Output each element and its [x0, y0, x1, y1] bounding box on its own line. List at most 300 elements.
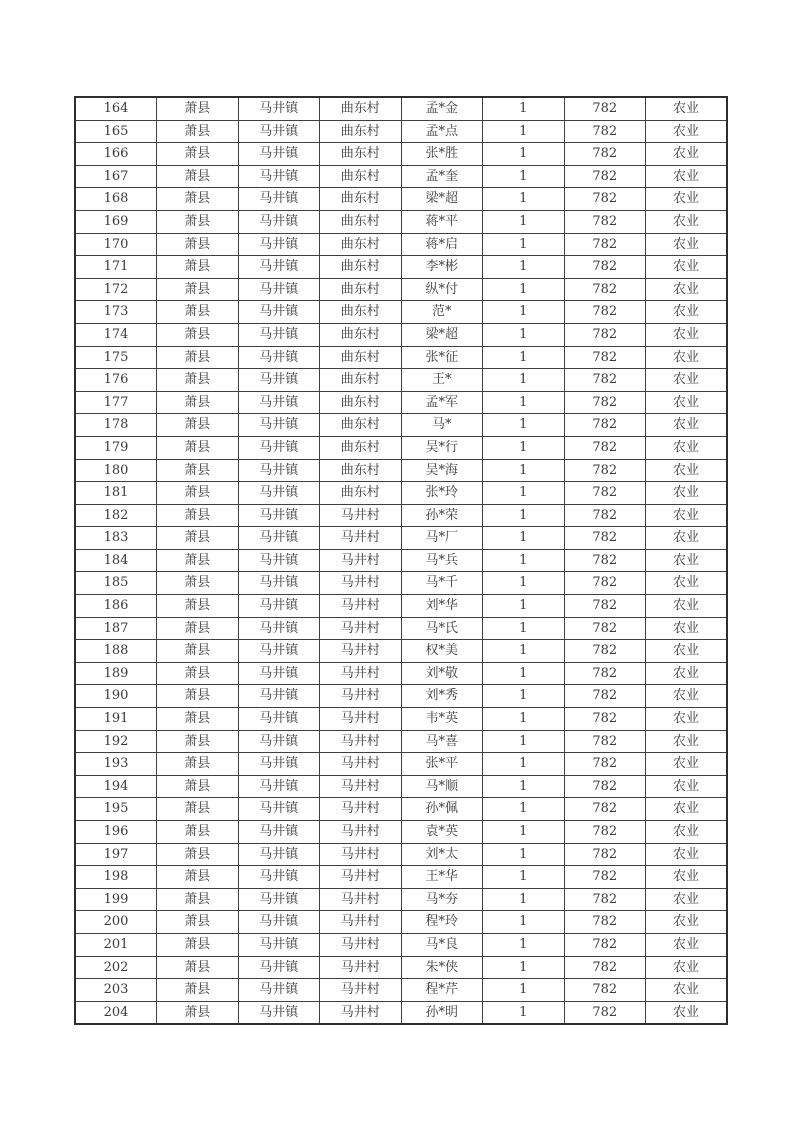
table-row [75, 346, 727, 369]
table-row [75, 527, 727, 550]
table-cell: 曲东村 [320, 120, 402, 143]
table-row [75, 730, 727, 753]
table-cell: 农业 [646, 662, 728, 685]
table-cell: 782 [564, 843, 646, 866]
table-cell: 1 [483, 346, 565, 369]
table-cell: 187 [75, 617, 157, 640]
table-cell: 173 [75, 301, 157, 324]
table-row [75, 866, 727, 889]
table-cell: 萧县 [157, 843, 239, 866]
table-cell: 1 [483, 323, 565, 346]
table-cell: 农业 [646, 97, 728, 120]
table-cell: 782 [564, 210, 646, 233]
table-cell: 172 [75, 278, 157, 301]
table-cell: 朱*侠 [401, 956, 483, 979]
table-cell: 1 [483, 504, 565, 527]
table-cell: 183 [75, 527, 157, 550]
table-cell: 农业 [646, 730, 728, 753]
table-cell: 刘*华 [401, 595, 483, 618]
table-cell: 168 [75, 188, 157, 211]
table-cell: 萧县 [157, 730, 239, 753]
table-row [75, 369, 727, 392]
table-cell: 1 [483, 97, 565, 120]
table-cell: 782 [564, 391, 646, 414]
table-cell: 韦*英 [401, 708, 483, 731]
beneficiary-table [74, 96, 728, 1025]
table-cell: 马*良 [401, 933, 483, 956]
table-cell: 萧县 [157, 617, 239, 640]
table-cell: 马井镇 [238, 301, 320, 324]
table-cell: 197 [75, 843, 157, 866]
table-cell: 马井村 [320, 1001, 402, 1024]
table-cell: 782 [564, 708, 646, 731]
table-cell: 1 [483, 595, 565, 618]
table-cell: 萧县 [157, 888, 239, 911]
table-cell: 1 [483, 662, 565, 685]
table-row [75, 233, 727, 256]
table-cell: 782 [564, 527, 646, 550]
table-cell: 170 [75, 233, 157, 256]
table-cell: 农业 [646, 346, 728, 369]
table-cell: 张*胜 [401, 143, 483, 166]
table-cell: 农业 [646, 1001, 728, 1024]
table-cell: 202 [75, 956, 157, 979]
table-cell: 萧县 [157, 911, 239, 934]
table-cell: 张*平 [401, 753, 483, 776]
table-cell: 马井镇 [238, 504, 320, 527]
table-cell: 曲东村 [320, 278, 402, 301]
table-cell: 782 [564, 414, 646, 437]
table-cell: 马井镇 [238, 459, 320, 482]
table-cell: 马井镇 [238, 866, 320, 889]
table-row [75, 775, 727, 798]
table-cell: 马井镇 [238, 97, 320, 120]
table-cell: 1 [483, 233, 565, 256]
table-row [75, 617, 727, 640]
table-cell: 马*顺 [401, 775, 483, 798]
table-cell: 曲东村 [320, 256, 402, 279]
table-cell: 农业 [646, 256, 728, 279]
table-cell: 1 [483, 188, 565, 211]
table-cell: 马井村 [320, 798, 402, 821]
table-cell: 164 [75, 97, 157, 120]
table-cell: 782 [564, 346, 646, 369]
table-cell: 农业 [646, 911, 728, 934]
table-cell: 782 [564, 436, 646, 459]
table-cell: 782 [564, 685, 646, 708]
table-cell: 782 [564, 753, 646, 776]
table-cell: 萧县 [157, 753, 239, 776]
table-cell: 萧县 [157, 504, 239, 527]
table-cell: 1 [483, 549, 565, 572]
table-cell: 169 [75, 210, 157, 233]
table-cell: 1 [483, 821, 565, 844]
table-cell: 农业 [646, 188, 728, 211]
table-cell: 曲东村 [320, 391, 402, 414]
table-row [75, 120, 727, 143]
table-cell: 马井镇 [238, 708, 320, 731]
table-cell: 马井村 [320, 775, 402, 798]
table-cell: 171 [75, 256, 157, 279]
table-row [75, 278, 727, 301]
table-cell: 马井村 [320, 572, 402, 595]
table-cell: 萧县 [157, 436, 239, 459]
table-cell: 782 [564, 911, 646, 934]
table-cell: 农业 [646, 482, 728, 505]
table-cell: 1 [483, 640, 565, 663]
table-cell: 孟*金 [401, 97, 483, 120]
table-cell: 袁*英 [401, 821, 483, 844]
table-cell: 782 [564, 640, 646, 663]
table-cell: 782 [564, 821, 646, 844]
table-cell: 农业 [646, 775, 728, 798]
table-cell: 1 [483, 436, 565, 459]
table-cell: 梁*超 [401, 323, 483, 346]
table-cell: 萧县 [157, 459, 239, 482]
table-cell: 农业 [646, 798, 728, 821]
table-cell: 1 [483, 414, 565, 437]
table-cell: 782 [564, 617, 646, 640]
table-cell: 1 [483, 866, 565, 889]
table-cell: 农业 [646, 165, 728, 188]
table-cell: 萧县 [157, 188, 239, 211]
table-row [75, 549, 727, 572]
table-cell: 农业 [646, 301, 728, 324]
table-row [75, 595, 727, 618]
table-cell: 曲东村 [320, 459, 402, 482]
table-cell: 萧县 [157, 595, 239, 618]
table-cell: 马井镇 [238, 617, 320, 640]
table-cell: 萧县 [157, 572, 239, 595]
table-cell: 193 [75, 753, 157, 776]
table-cell: 782 [564, 278, 646, 301]
table-cell: 农业 [646, 143, 728, 166]
table-cell: 马井村 [320, 911, 402, 934]
table-cell: 曲东村 [320, 301, 402, 324]
table-cell: 1 [483, 753, 565, 776]
table-cell: 马井镇 [238, 640, 320, 663]
table-cell: 农业 [646, 233, 728, 256]
table-cell: 孙*明 [401, 1001, 483, 1024]
table-cell: 782 [564, 369, 646, 392]
table-cell: 199 [75, 888, 157, 911]
table-cell: 曲东村 [320, 143, 402, 166]
table-row [75, 323, 727, 346]
table-cell: 782 [564, 730, 646, 753]
table-cell: 曲东村 [320, 369, 402, 392]
table-cell: 农业 [646, 504, 728, 527]
table-cell: 孟*奎 [401, 165, 483, 188]
table-cell: 农业 [646, 843, 728, 866]
table-cell: 203 [75, 979, 157, 1002]
table-cell: 1 [483, 165, 565, 188]
table-cell: 马*夯 [401, 888, 483, 911]
table-cell: 1 [483, 120, 565, 143]
table-cell: 1 [483, 979, 565, 1002]
table-cell: 孟*点 [401, 120, 483, 143]
table-cell: 农业 [646, 323, 728, 346]
table-cell: 180 [75, 459, 157, 482]
table-cell: 王*华 [401, 866, 483, 889]
table-cell: 782 [564, 233, 646, 256]
table-cell: 萧县 [157, 120, 239, 143]
table-cell: 782 [564, 662, 646, 685]
table-cell: 175 [75, 346, 157, 369]
table-cell: 1 [483, 278, 565, 301]
table-cell: 纵*付 [401, 278, 483, 301]
table-cell: 179 [75, 436, 157, 459]
table-cell: 1 [483, 256, 565, 279]
table-cell: 1 [483, 911, 565, 934]
table-cell: 马井村 [320, 708, 402, 731]
table-cell: 194 [75, 775, 157, 798]
table-cell: 萧县 [157, 527, 239, 550]
table-cell: 1 [483, 459, 565, 482]
table-row [75, 188, 727, 211]
table-cell: 萧县 [157, 391, 239, 414]
table-cell: 192 [75, 730, 157, 753]
table-row [75, 143, 727, 166]
table-cell: 马井镇 [238, 933, 320, 956]
table-row [75, 911, 727, 934]
table-row [75, 708, 727, 731]
table-cell: 马井村 [320, 617, 402, 640]
table-cell: 农业 [646, 685, 728, 708]
table-cell: 782 [564, 143, 646, 166]
table-cell: 曲东村 [320, 165, 402, 188]
table-cell: 农业 [646, 979, 728, 1002]
table-cell: 蒋*平 [401, 210, 483, 233]
table-cell: 曲东村 [320, 346, 402, 369]
table-cell: 782 [564, 956, 646, 979]
table-cell: 萧县 [157, 933, 239, 956]
table-cell: 刘*秀 [401, 685, 483, 708]
table-cell: 201 [75, 933, 157, 956]
table-cell: 农业 [646, 888, 728, 911]
table-cell: 曲东村 [320, 436, 402, 459]
table-cell: 吴*行 [401, 436, 483, 459]
table-cell: 马井镇 [238, 798, 320, 821]
table-cell: 张*玲 [401, 482, 483, 505]
table-cell: 萧县 [157, 97, 239, 120]
table-cell: 1 [483, 482, 565, 505]
table-cell: 农业 [646, 753, 728, 776]
table-cell: 马井村 [320, 685, 402, 708]
table-cell: 1 [483, 888, 565, 911]
table-cell: 1 [483, 1001, 565, 1024]
table-cell: 刘*敬 [401, 662, 483, 685]
table-row [75, 956, 727, 979]
table-cell: 马井镇 [238, 775, 320, 798]
table-cell: 马井镇 [238, 346, 320, 369]
table-cell: 782 [564, 775, 646, 798]
table-cell: 萧县 [157, 1001, 239, 1024]
table-cell: 马井镇 [238, 549, 320, 572]
table-cell: 188 [75, 640, 157, 663]
table-cell: 1 [483, 775, 565, 798]
table-cell: 范* [401, 301, 483, 324]
table-cell: 马井镇 [238, 120, 320, 143]
table-cell: 马井镇 [238, 888, 320, 911]
table-cell: 孟*军 [401, 391, 483, 414]
table-cell: 191 [75, 708, 157, 731]
table-cell: 马井村 [320, 595, 402, 618]
table-row [75, 843, 727, 866]
table-cell: 萧县 [157, 685, 239, 708]
table-cell: 176 [75, 369, 157, 392]
table-cell: 782 [564, 301, 646, 324]
table-cell: 178 [75, 414, 157, 437]
table-cell: 1 [483, 301, 565, 324]
table-cell: 马井村 [320, 866, 402, 889]
table-row [75, 256, 727, 279]
table-cell: 1 [483, 572, 565, 595]
table-cell: 1 [483, 933, 565, 956]
table-cell: 204 [75, 1001, 157, 1024]
table-cell: 萧县 [157, 956, 239, 979]
table-cell: 马井镇 [238, 188, 320, 211]
table-cell: 萧县 [157, 278, 239, 301]
table-cell: 马井镇 [238, 730, 320, 753]
table-cell: 166 [75, 143, 157, 166]
table-row [75, 301, 727, 324]
table-row [75, 97, 727, 120]
table-cell: 174 [75, 323, 157, 346]
table-cell: 曲东村 [320, 482, 402, 505]
table-cell: 马井镇 [238, 482, 320, 505]
table-cell: 萧县 [157, 210, 239, 233]
table-cell: 马井镇 [238, 414, 320, 437]
table-cell: 萧县 [157, 369, 239, 392]
table-cell: 马井村 [320, 843, 402, 866]
table-cell: 萧县 [157, 640, 239, 663]
table-cell: 200 [75, 911, 157, 934]
table-cell: 1 [483, 685, 565, 708]
table-cell: 农业 [646, 572, 728, 595]
table-cell: 1 [483, 730, 565, 753]
table-cell: 曲东村 [320, 188, 402, 211]
table-cell: 马井镇 [238, 911, 320, 934]
table-cell: 马井镇 [238, 233, 320, 256]
table-cell: 李*彬 [401, 256, 483, 279]
table-cell: 1 [483, 210, 565, 233]
table-cell: 1 [483, 617, 565, 640]
table-cell: 190 [75, 685, 157, 708]
table-cell: 185 [75, 572, 157, 595]
table-row [75, 888, 727, 911]
table-cell: 马* [401, 414, 483, 437]
table-cell: 张*征 [401, 346, 483, 369]
table-cell: 马井村 [320, 821, 402, 844]
table-cell: 782 [564, 798, 646, 821]
table-cell: 权*美 [401, 640, 483, 663]
table-cell: 农业 [646, 459, 728, 482]
table-cell: 萧县 [157, 775, 239, 798]
table-cell: 马井镇 [238, 527, 320, 550]
table-cell: 184 [75, 549, 157, 572]
table-row [75, 414, 727, 437]
table-cell: 马井镇 [238, 821, 320, 844]
table-cell: 167 [75, 165, 157, 188]
table-cell: 782 [564, 504, 646, 527]
table-cell: 农业 [646, 369, 728, 392]
table-cell: 782 [564, 256, 646, 279]
table-cell: 782 [564, 97, 646, 120]
table-cell: 马井镇 [238, 256, 320, 279]
table-cell: 马井村 [320, 662, 402, 685]
table-cell: 马井村 [320, 527, 402, 550]
table-cell: 萧县 [157, 414, 239, 437]
table-cell: 曲东村 [320, 414, 402, 437]
table-cell: 马井镇 [238, 1001, 320, 1024]
table-cell: 萧县 [157, 979, 239, 1002]
table-cell: 农业 [646, 866, 728, 889]
table-cell: 农业 [646, 708, 728, 731]
table-cell: 萧县 [157, 798, 239, 821]
table-cell: 782 [564, 188, 646, 211]
table-row [75, 685, 727, 708]
table-cell: 马井镇 [238, 436, 320, 459]
table-row [75, 662, 727, 685]
table-cell: 177 [75, 391, 157, 414]
table-cell: 1 [483, 798, 565, 821]
table-cell: 马井镇 [238, 143, 320, 166]
table-cell: 182 [75, 504, 157, 527]
table-cell: 782 [564, 165, 646, 188]
table-cell: 181 [75, 482, 157, 505]
table-row [75, 640, 727, 663]
table-cell: 马井村 [320, 753, 402, 776]
table-cell: 189 [75, 662, 157, 685]
table-cell: 农业 [646, 617, 728, 640]
table-cell: 782 [564, 888, 646, 911]
table-cell: 马井村 [320, 888, 402, 911]
table-cell: 马井村 [320, 730, 402, 753]
table-cell: 马*兵 [401, 549, 483, 572]
table-cell: 1 [483, 391, 565, 414]
table-cell: 1 [483, 143, 565, 166]
table-row [75, 459, 727, 482]
table-cell: 农业 [646, 120, 728, 143]
table-cell: 马井村 [320, 640, 402, 663]
table-row [75, 436, 727, 459]
table-row [75, 504, 727, 527]
table-cell: 马井镇 [238, 685, 320, 708]
table-cell: 马井镇 [238, 843, 320, 866]
table-cell: 萧县 [157, 323, 239, 346]
table-cell: 782 [564, 120, 646, 143]
table-cell: 马井村 [320, 979, 402, 1002]
table-cell: 马井村 [320, 956, 402, 979]
table-cell: 曲东村 [320, 323, 402, 346]
table-row [75, 933, 727, 956]
table-cell: 萧县 [157, 482, 239, 505]
table-cell: 782 [564, 979, 646, 1002]
table-cell: 马井镇 [238, 391, 320, 414]
table-cell: 782 [564, 572, 646, 595]
table-cell: 马井镇 [238, 979, 320, 1002]
table-cell: 马井镇 [238, 595, 320, 618]
table-cell: 马井镇 [238, 323, 320, 346]
table-cell: 萧县 [157, 866, 239, 889]
table-cell: 刘*太 [401, 843, 483, 866]
table-cell: 马*厂 [401, 527, 483, 550]
table-cell: 165 [75, 120, 157, 143]
table-cell: 农业 [646, 414, 728, 437]
table-cell: 农业 [646, 640, 728, 663]
table-cell: 马井镇 [238, 572, 320, 595]
table-cell: 王* [401, 369, 483, 392]
